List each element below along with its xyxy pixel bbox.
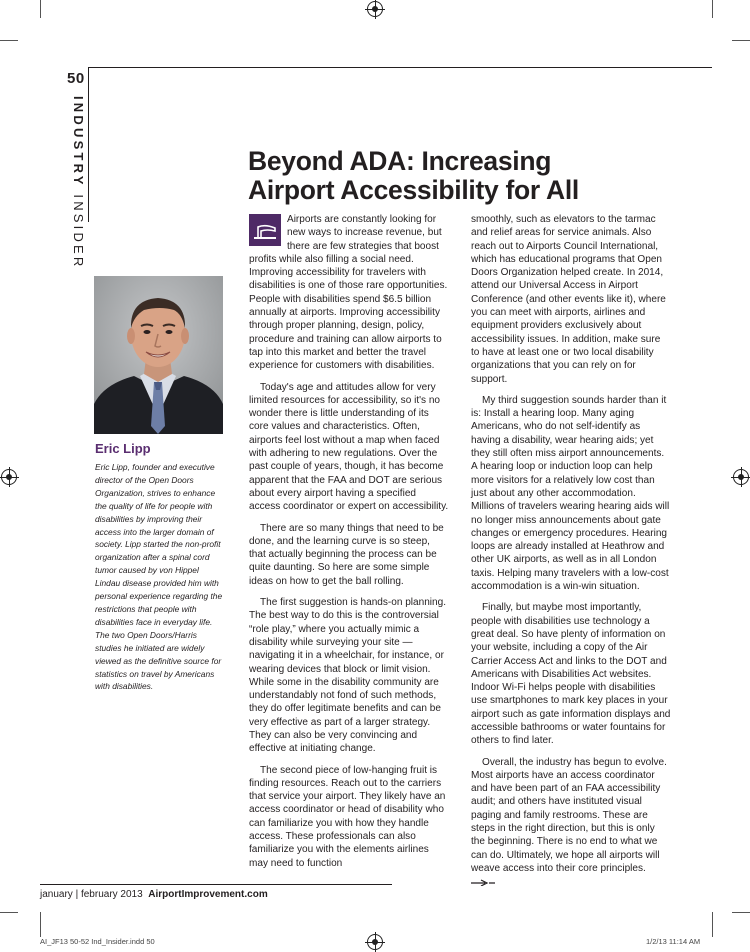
article-paragraph: The first suggestion is hands-on planning. The best way to do this is the controversial “role play,” where you actually mimic a disability while surveying your site — navigating it in a wheelchair, for instance, or wearing devices that block or limit vision. While some in the disability community are understandably not fond of such methods, they do offer legitimate benefits and can be very effective as part of a larger strategy. They can also be very convincing and effective at initiating change. xyxy=(249,597,446,755)
crop-mark xyxy=(732,40,750,41)
crop-mark xyxy=(732,912,750,913)
article-paragraph: The second piece of low-hanging fruit is finding resources. Reach out to the carriers that service your airport. They likely have an access coordinator or head of disability who can familiarize you with how they handle access. These professionals can also familiarize you with the elements airlines may need to function xyxy=(249,764,446,869)
article-title-line1: Beyond ADA: Increasing xyxy=(248,146,552,176)
registration-mark-left xyxy=(1,469,17,485)
article-paragraph: There are so many things that need to be done, and the learning curve is so steep, that actually beginning the process can be quite daunting. So here are some simple ideas on how to get the ball rolling. xyxy=(249,522,444,587)
registration-mark-right xyxy=(733,469,749,485)
article-paragraph xyxy=(249,213,449,373)
article-title xyxy=(248,147,708,205)
crop-mark xyxy=(712,912,713,937)
end-mark-plane-icon xyxy=(471,878,495,886)
crop-mark xyxy=(40,912,41,937)
article-title-line2: Airport Accessibility for All xyxy=(248,175,579,205)
section-label-light: INSIDER xyxy=(71,194,86,270)
section-rule xyxy=(88,67,89,222)
article-paragraph-text: Overall, the industry has begun to evolve. Most airports have an access coordinator and have been part of an FAA accessibility audit; and others have instituted visual paging and family restrooms. These are steps in the right direction, but this is only the beginning. There is no end to what we can do. Ultimately, we hope all airports will weave access into their core principles. xyxy=(471,756,667,874)
article-column-2 xyxy=(471,213,671,897)
article-paragraph: Finally, but maybe most importantly, people with disabilities use technology a great deal. So have plenty of information on your website, including a copy of the Air Carrier Access Act and links to the DOT and Americans with Disabilities Act websites. Indoor Wi-Fi helps people with disabilities use smartphones to mark key places in your airport such as gate information displays and accessible bathrooms or water fountains for others to find later. xyxy=(471,602,671,747)
print-slug-date: 1/2/13 11:14 AM xyxy=(646,937,701,946)
dropcap-plane-icon xyxy=(249,214,281,246)
article-paragraph xyxy=(471,756,671,889)
author-photo xyxy=(94,276,223,434)
author-bio: Eric Lipp, founder and executive director of the Open Doors Organization, strives to enhance the quality of life for people with disabilities by improving their access into the larger domain of society. Lipp started the non-profit organization after a spinal cord tumor caused by von Hippel Lindau disease provided him with personal experience regarding the restrictions that people with disabilities face in everyday life. The two Open Doors/Harris studies he initiated are widely viewed as the definitive source for statistics on travel by Americans with disabilities. xyxy=(95,462,223,692)
crop-mark xyxy=(712,0,713,18)
crop-mark xyxy=(40,0,41,18)
section-label-bold: INDUSTRY xyxy=(71,96,86,188)
footer-rule xyxy=(40,884,392,885)
footer-issue-date: february 2013 xyxy=(80,889,143,900)
page-number: 50 xyxy=(67,70,85,87)
header-rule xyxy=(88,67,712,68)
author-name: Eric Lipp xyxy=(95,441,151,456)
page-footer: january | february 2013 AirportImprovement.com xyxy=(40,889,268,900)
registration-mark-top xyxy=(367,1,383,17)
portrait-image xyxy=(94,276,223,434)
crop-mark xyxy=(0,912,18,913)
print-slug-file: AI_JF13 50-52 Ind_Insider.indd 50 xyxy=(40,937,155,946)
article-paragraph: smoothly, such as elevators to the tarmac and relief areas for service animals. Also reach out to Airports Council International, which has educational programs that Open Doors Organization helped create. In 2014, attend our Universal Access in Airport Conference (and other events like it), where you can meet with airports, airlines and equipment providers exclusively about accessibility issues. In addition, make sure to have at least one or two local disability organizations that you can rely on for support. xyxy=(471,214,666,385)
registration-mark-bottom xyxy=(367,934,383,950)
footer-site-link[interactable]: AirportImprovement.com xyxy=(148,889,268,900)
article-paragraph-text: Airports are constantly looking for new ways to increase revenue, but there are few strategies that boost profits while also filling a social need. Improving accessibility for travelers with disabilities is one of those rare opportunities. People with disabilities spend $6.5 billion annually at airports. Improving accessibility through proper planning, design, policy, procedure and training can allow airports to tap into this market and better the travel experience for customers with disabilities. xyxy=(249,214,448,372)
crop-mark xyxy=(0,40,18,41)
article-paragraph: My third suggestion sounds harder than it is: Install a hearing loop. Many aging Americans, who do not self-identify as having a disability, wear hearing aids; yet they still often miss airport announcements. A hearing loop or induction loop can help more visitors for a relatively low cost than just about any other accommodation. Millions of travelers wearing hearing aids will no longer miss announcements about gate changes or emergency procedures. Hearing loops are already installed at Heathrow and other UK airports, as well as in all London taxis. Helping many travelers with a low-cost accommodation is a win-win situation. xyxy=(471,394,670,593)
article-column-1 xyxy=(249,213,449,878)
article-paragraph: Today's age and attitudes allow for very limited resources for accessibility, so it's no wonder there is little understanding of its core values and characteristics. Often, airports feel lost without a map when faced with adhering to new regulations. Over the past couple of years, though, it has become apparent that the FAA and DOT are serious about every airport having a specified access coordinator or expert on accessibility. xyxy=(249,381,449,513)
footer-issue-month: january xyxy=(40,889,73,900)
